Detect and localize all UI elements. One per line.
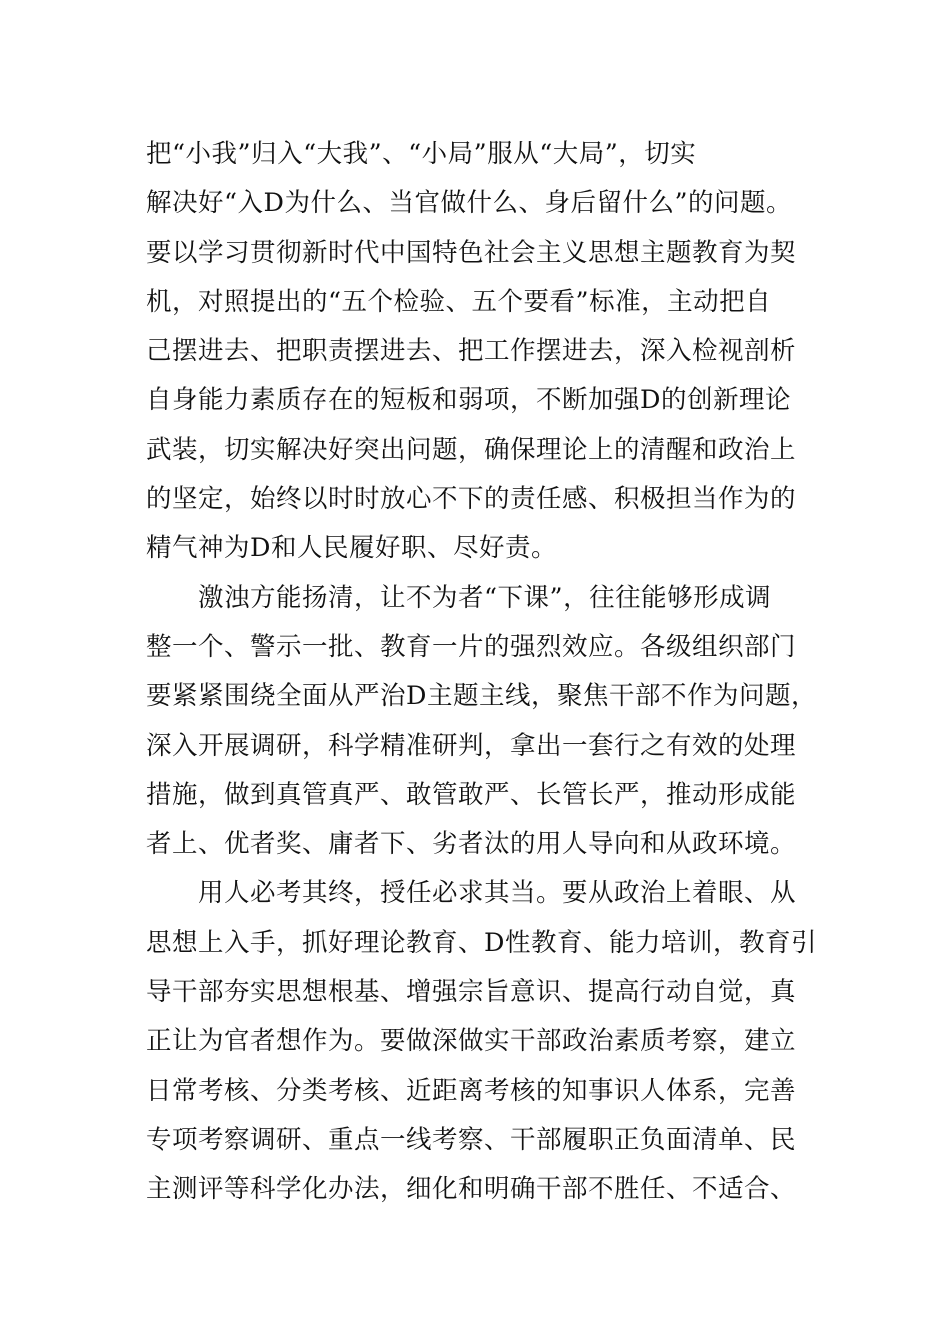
text-line: 己摆进去、把职责摆进去、把工作摆进去，深入检视剖析 <box>146 336 797 367</box>
text-line: 武装，切实解决好突出问题，确保理论上的清醒和政治上 <box>146 434 797 465</box>
text-line: 主测评等科学化办法，细化和明确干部不胜任、不适合、 <box>146 1174 797 1205</box>
text-line: 整一个、警示一批、教育一片的强烈效应。各级组织部门 <box>146 631 797 662</box>
text-line: 精气神为D和人民履好职、尽好责。 <box>146 533 557 564</box>
text-line: 要以学习贯彻新时代中国特色社会主义思想主题教育为契 <box>146 237 797 268</box>
text-line: 解决好“入D为什么、当官做什么、身后留什么”的问题。 <box>146 188 793 219</box>
text-line: 自身能力素质存在的短板和弱项，不断加强D的创新理论 <box>146 385 791 416</box>
text-line: 者上、优者奖、庸者下、劣者汰的用人导向和从政环境。 <box>146 829 797 860</box>
paragraph-start-line: 用人必考其终，授任必求其当。要从政治上着眼、从 <box>198 878 797 909</box>
text-line: 专项考察调研、重点一线考察、干部履职正负面清单、民 <box>146 1124 797 1155</box>
text-line: 机，对照提出的“五个检验、五个要看”标准，主动把自 <box>146 286 772 317</box>
text-line: 日常考核、分类考核、近距离考核的知事识人体系，完善 <box>146 1075 797 1106</box>
text-line: 思想上入手，抓好理论教育、D性教育、能力培训，教育引 <box>146 927 817 958</box>
text-line: 导干部夯实思想根基、增强宗旨意识、提高行动自觉，真 <box>146 977 797 1008</box>
text-line: 要紧紧围绕全面从严治D主题主线，聚焦干部不作为问题， <box>146 681 817 712</box>
text-line: 深入开展调研，科学精准研判，拿出一套行之有效的处理 <box>146 730 797 761</box>
document-body <box>146 130 826 1215</box>
text-line: 把“小我”归入“大我”、“小局”服从“大局”，切实 <box>146 139 697 169</box>
text-line: 正让为官者想作为。要做深做实干部政治素质考察，建立 <box>146 1026 797 1057</box>
text-line: 的坚定，始终以时时放心不下的责任感、积极担当作为的 <box>146 484 797 515</box>
paragraph-start-line: 激浊方能扬清，让不为者“下课”，往往能够形成调 <box>198 582 772 613</box>
text-line: 措施，做到真管真严、敢管敢严、长管长严，推动形成能 <box>146 779 797 810</box>
